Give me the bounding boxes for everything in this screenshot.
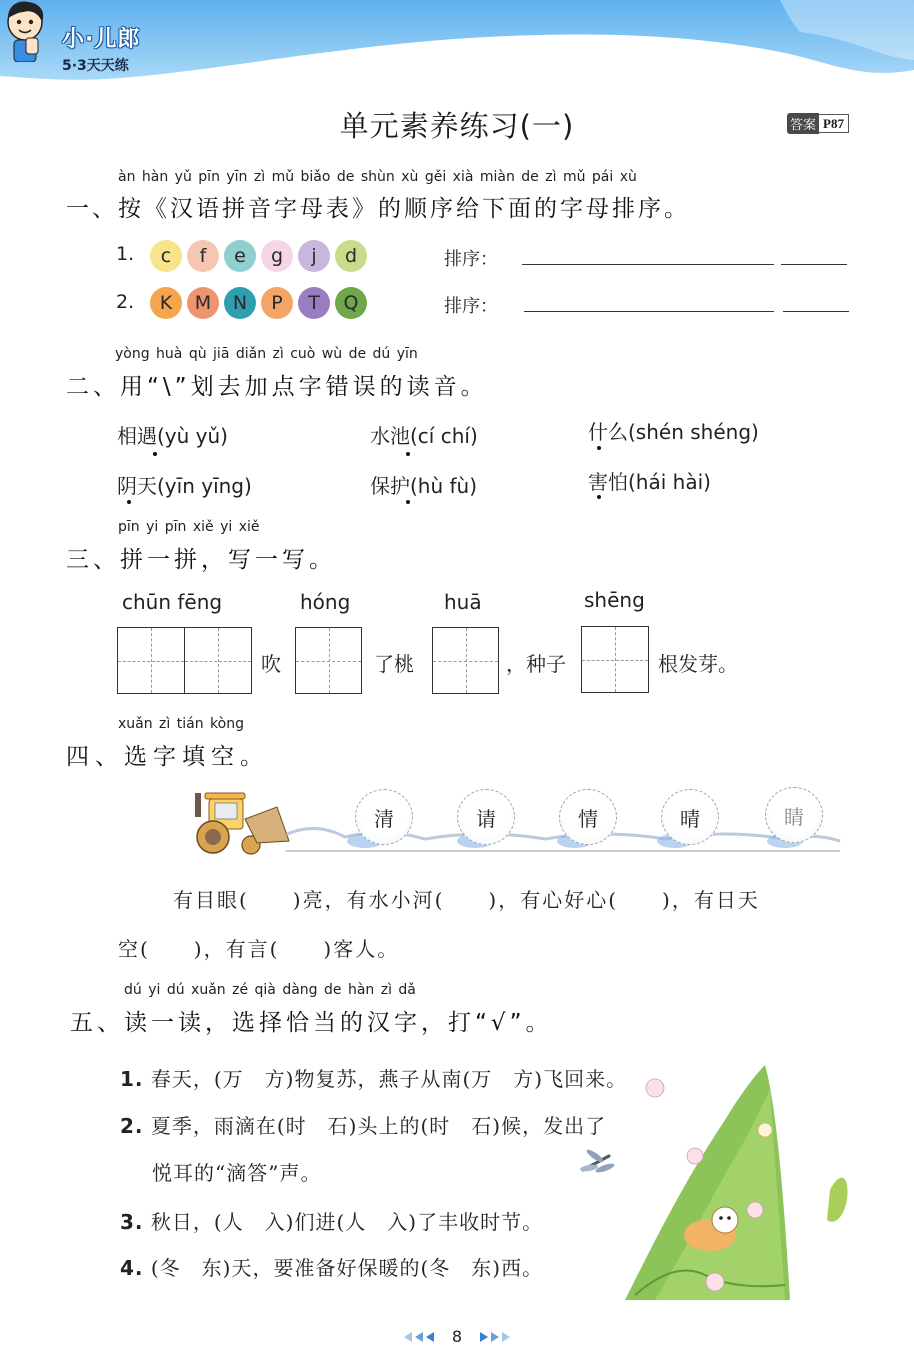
letter-bubble: M xyxy=(187,287,219,319)
question-number: 1. xyxy=(116,243,135,265)
item-text: (冬 东)天，要准备好保暖的(冬 东)西。 xyxy=(150,1256,544,1280)
item-number: 4. xyxy=(120,1256,144,1280)
section4-pinyin: xuǎn zì tián kòng xyxy=(118,716,244,732)
blank-pinyin: shēng xyxy=(584,588,645,612)
arrow-left-icon xyxy=(426,1332,434,1342)
letter-bubble: Q xyxy=(335,287,367,319)
answer-line[interactable] xyxy=(522,264,774,265)
item-text: 春天，(万 方)物复苏，燕子从南(万 方)飞回来。 xyxy=(150,1067,628,1091)
letter-bubble: d xyxy=(335,240,367,272)
writing-grid[interactable] xyxy=(295,627,362,694)
word: 水池 xyxy=(370,424,410,448)
blank-pinyin: hóng xyxy=(300,590,351,614)
letter-row-2 xyxy=(150,287,367,319)
answer-line[interactable] xyxy=(783,311,849,312)
sentence-fragment: 根发芽。 xyxy=(658,652,738,676)
grid-cell[interactable] xyxy=(296,628,361,693)
emphasis-dot xyxy=(127,500,131,504)
page-title: 单元素养练习(一) xyxy=(339,109,575,143)
pinyin-options[interactable]: (shén shéng) xyxy=(628,420,759,444)
pronunciation-item xyxy=(370,470,477,499)
pronunciation-item xyxy=(588,466,711,495)
brand-logo xyxy=(62,22,140,75)
word: 阴天 xyxy=(117,474,157,498)
pronunciation-item xyxy=(117,420,228,449)
section1-pinyin: àn hàn yǔ pīn yīn zì mǔ biǎo de shùn xù gěi xià miàn de zì mǔ pái xù xyxy=(118,169,637,185)
question-number: 2. xyxy=(116,291,135,313)
arrow-left-icon xyxy=(404,1332,412,1342)
item-text: 秋日，(人 入)们进(人 入)了丰收时节。 xyxy=(150,1210,544,1234)
arrow-right-icon xyxy=(502,1332,510,1342)
sentence-fragment: 了桃 xyxy=(374,652,414,676)
option-cloud: 睛 xyxy=(765,787,823,843)
section2-heading: 二、用“\”划去加点字错误的读音。 xyxy=(66,374,488,400)
bulldozer-icon xyxy=(185,785,845,860)
item-number: 2. xyxy=(120,1114,144,1138)
pronunciation-item xyxy=(370,420,478,449)
pinyin-options[interactable]: (cí chí) xyxy=(410,424,478,448)
sentence-fragment: ，种子 xyxy=(506,652,566,676)
pronunciation-item xyxy=(117,470,252,499)
choice-item-continuation xyxy=(152,1157,321,1186)
arrow-left-icon xyxy=(415,1332,423,1342)
letter-bubble: K xyxy=(150,287,182,319)
letter-bubble: g xyxy=(261,240,293,272)
letter-bubble: P xyxy=(261,287,293,319)
option-cloud: 情 xyxy=(559,789,617,845)
writing-grid-double[interactable] xyxy=(117,627,252,694)
section2-pinyin: yòng huà qù jiā diǎn zì cuò wù de dú yīn xyxy=(115,346,418,362)
option-cloud: 晴 xyxy=(661,789,719,845)
letter-bubble: T xyxy=(298,287,330,319)
emphasis-dot xyxy=(597,495,601,499)
letter-bubble: e xyxy=(224,240,256,272)
item-number: 1. xyxy=(120,1067,144,1091)
word: 害怕 xyxy=(588,470,628,494)
answer-page: P87 xyxy=(819,114,849,133)
pinyin-options[interactable]: (yù yǔ) xyxy=(157,424,228,448)
fill-blank-line-2[interactable]: 空( )，有言( )客人。 xyxy=(118,937,400,961)
arrow-right-icon xyxy=(491,1332,499,1342)
blank-pinyin: chūn fēng xyxy=(122,590,223,614)
writing-grid[interactable] xyxy=(581,626,649,693)
grid-cell[interactable] xyxy=(433,628,498,693)
emphasis-dot xyxy=(597,446,601,450)
word: 相遇 xyxy=(117,424,157,448)
section5-pinyin: dú yi dú xuǎn zé qià dàng de hàn zì dǎ xyxy=(124,982,416,998)
blank-pinyin: huā xyxy=(444,590,482,614)
answer-line[interactable] xyxy=(781,264,847,265)
choice-item[interactable] xyxy=(120,1063,627,1092)
letter-bubble: N xyxy=(224,287,256,319)
answer-line[interactable] xyxy=(524,311,774,312)
item-number: 3. xyxy=(120,1210,144,1234)
section4-heading: 四、选字填空。 xyxy=(66,744,269,770)
prev-page-button[interactable] xyxy=(404,1332,434,1342)
sentence-fragment: 吹 xyxy=(261,652,281,676)
answer-label: 答案 xyxy=(787,113,819,134)
section3-heading: 三、拼一拼，写一写。 xyxy=(66,547,336,573)
letter-bubble: j xyxy=(298,240,330,272)
emphasis-dot xyxy=(153,452,157,456)
grid-cell[interactable] xyxy=(185,628,252,693)
section1-heading: 一、按《汉语拼音字母表》的顺序给下面的字母排序。 xyxy=(66,196,690,222)
fill-blank-line-1[interactable]: 有目眼( )亮，有水小河( )，有心好心( )，有日天 xyxy=(173,888,760,912)
next-page-button[interactable] xyxy=(480,1332,510,1342)
page-number: 8 xyxy=(451,1327,463,1346)
option-cloud: 请 xyxy=(457,789,515,845)
mascot-boy-icon xyxy=(0,0,50,62)
item-text: 悦耳的“滴答”声。 xyxy=(152,1161,322,1185)
emphasis-dot xyxy=(406,452,410,456)
emphasis-dot xyxy=(406,500,410,504)
pinyin-options[interactable]: (hái hài) xyxy=(628,470,711,494)
section5-heading: 五、读一读，选择恰当的汉字，打“√”。 xyxy=(70,1010,553,1036)
option-cloud: 清 xyxy=(355,789,413,845)
item-text: 夏季，雨滴在(时 石)头上的(时 石)候，发出了 xyxy=(150,1114,607,1138)
word: 什么 xyxy=(588,420,628,444)
section3-pinyin: pīn yi pīn xiě yi xiě xyxy=(118,519,260,535)
bulldozer-clouds-illustration xyxy=(185,785,845,860)
grid-cell[interactable] xyxy=(582,627,648,692)
choice-item[interactable] xyxy=(120,1110,606,1139)
choice-item[interactable] xyxy=(120,1252,543,1281)
writing-grid[interactable] xyxy=(432,627,499,694)
header-banner xyxy=(0,0,914,95)
brand-subtitle: 5·3天天练 xyxy=(62,58,129,74)
letter-bubble: f xyxy=(187,240,219,272)
pinyin-options[interactable]: (yīn yīng) xyxy=(157,474,252,498)
grid-cell[interactable] xyxy=(118,628,185,693)
pronunciation-item xyxy=(588,416,759,445)
sort-label: 排序： xyxy=(444,249,498,270)
arrow-right-icon xyxy=(480,1332,488,1342)
word: 保护 xyxy=(370,474,410,498)
page-navigation xyxy=(0,1327,914,1346)
letter-bubble: c xyxy=(150,240,182,272)
pinyin-options[interactable]: (hù fù) xyxy=(410,474,478,498)
sort-label: 排序： xyxy=(444,296,498,317)
brand-name: 小·儿郎 xyxy=(62,27,141,52)
choice-item[interactable] xyxy=(120,1206,543,1235)
answer-tag[interactable] xyxy=(787,113,849,134)
grass-puppy-illustration xyxy=(615,1060,914,1310)
letter-row-1 xyxy=(150,240,367,272)
